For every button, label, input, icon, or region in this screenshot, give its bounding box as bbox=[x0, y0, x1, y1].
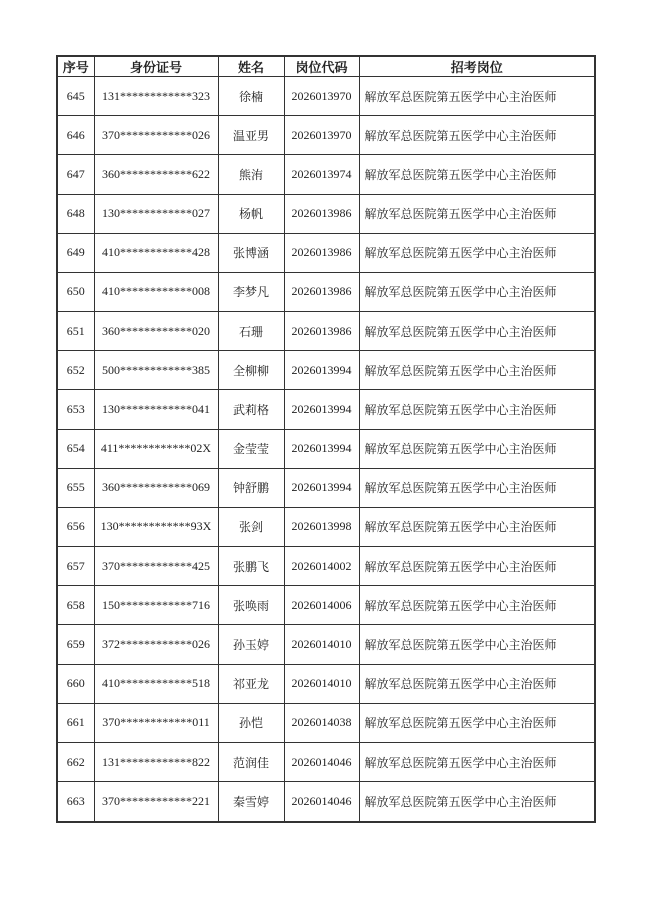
table-row bbox=[57, 390, 595, 429]
cell-index: 660 bbox=[57, 664, 94, 703]
table-row bbox=[57, 155, 595, 194]
header-cell-name: 姓名 bbox=[218, 56, 284, 77]
cell-index: 652 bbox=[57, 351, 94, 390]
cell-job-code: 2026013974 bbox=[284, 155, 359, 194]
cell-job-title: 解放军总医院第五医学中心主治医师 bbox=[359, 782, 595, 822]
cell-index: 649 bbox=[57, 233, 94, 272]
cell-job-title: 解放军总医院第五医学中心主治医师 bbox=[359, 586, 595, 625]
cell-id-number: 130************93X bbox=[94, 507, 218, 546]
cell-job-title: 解放军总医院第五医学中心主治医师 bbox=[359, 703, 595, 742]
table-row bbox=[57, 625, 595, 664]
cell-name: 张剑 bbox=[218, 507, 284, 546]
cell-job-code: 2026014002 bbox=[284, 547, 359, 586]
table-row bbox=[57, 194, 595, 233]
cell-id-number: 130************041 bbox=[94, 390, 218, 429]
cell-name: 全柳柳 bbox=[218, 351, 284, 390]
cell-job-code: 2026013970 bbox=[284, 116, 359, 155]
cell-job-title: 解放军总医院第五医学中心主治医师 bbox=[359, 507, 595, 546]
cell-name: 石珊 bbox=[218, 312, 284, 351]
cell-id-number: 131************822 bbox=[94, 742, 218, 781]
cell-index: 645 bbox=[57, 77, 94, 116]
cell-job-code: 2026014046 bbox=[284, 782, 359, 822]
table-row bbox=[57, 507, 595, 546]
cell-name: 熊洧 bbox=[218, 155, 284, 194]
table-header-row bbox=[57, 56, 595, 77]
cell-id-number: 500************385 bbox=[94, 351, 218, 390]
cell-index: 655 bbox=[57, 468, 94, 507]
cell-index: 648 bbox=[57, 194, 94, 233]
table-row bbox=[57, 351, 595, 390]
cell-index: 656 bbox=[57, 507, 94, 546]
cell-name: 金莹莹 bbox=[218, 429, 284, 468]
table-body bbox=[57, 77, 595, 823]
cell-name: 钟舒鹏 bbox=[218, 468, 284, 507]
cell-index: 653 bbox=[57, 390, 94, 429]
table-row bbox=[57, 782, 595, 822]
cell-name: 杨帆 bbox=[218, 194, 284, 233]
cell-name: 李梦凡 bbox=[218, 272, 284, 311]
cell-index: 659 bbox=[57, 625, 94, 664]
cell-name: 孙玉婷 bbox=[218, 625, 284, 664]
cell-job-code: 2026013986 bbox=[284, 233, 359, 272]
cell-id-number: 372************026 bbox=[94, 625, 218, 664]
header-cell-id-number: 身份证号 bbox=[94, 56, 218, 77]
header-cell-index: 序号 bbox=[57, 56, 94, 77]
cell-name: 张博涵 bbox=[218, 233, 284, 272]
cell-id-number: 370************221 bbox=[94, 782, 218, 822]
header-cell-job-code: 岗位代码 bbox=[284, 56, 359, 77]
cell-id-number: 410************518 bbox=[94, 664, 218, 703]
cell-job-title: 解放军总医院第五医学中心主治医师 bbox=[359, 429, 595, 468]
cell-job-title: 解放军总医院第五医学中心主治医师 bbox=[359, 312, 595, 351]
cell-job-title: 解放军总医院第五医学中心主治医师 bbox=[359, 233, 595, 272]
cell-job-code: 2026013970 bbox=[284, 77, 359, 116]
cell-index: 657 bbox=[57, 547, 94, 586]
cell-job-title: 解放军总医院第五医学中心主治医师 bbox=[359, 742, 595, 781]
cell-job-code: 2026013994 bbox=[284, 390, 359, 429]
cell-id-number: 130************027 bbox=[94, 194, 218, 233]
table-row bbox=[57, 312, 595, 351]
cell-index: 661 bbox=[57, 703, 94, 742]
cell-id-number: 150************716 bbox=[94, 586, 218, 625]
cell-id-number: 411************02X bbox=[94, 429, 218, 468]
cell-job-code: 2026013994 bbox=[284, 468, 359, 507]
cell-id-number: 131************323 bbox=[94, 77, 218, 116]
table-row bbox=[57, 664, 595, 703]
cell-id-number: 410************428 bbox=[94, 233, 218, 272]
cell-job-title: 解放军总医院第五医学中心主治医师 bbox=[359, 390, 595, 429]
cell-job-title: 解放军总医院第五医学中心主治医师 bbox=[359, 547, 595, 586]
cell-job-code: 2026014010 bbox=[284, 664, 359, 703]
cell-job-code: 2026014010 bbox=[284, 625, 359, 664]
cell-job-title: 解放军总医院第五医学中心主治医师 bbox=[359, 77, 595, 116]
cell-job-code: 2026013998 bbox=[284, 507, 359, 546]
table-row bbox=[57, 77, 595, 116]
cell-name: 温亚男 bbox=[218, 116, 284, 155]
cell-job-title: 解放军总医院第五医学中心主治医师 bbox=[359, 116, 595, 155]
cell-name: 秦雪婷 bbox=[218, 782, 284, 822]
cell-name: 孙恺 bbox=[218, 703, 284, 742]
cell-id-number: 360************622 bbox=[94, 155, 218, 194]
cell-id-number: 370************425 bbox=[94, 547, 218, 586]
cell-index: 662 bbox=[57, 742, 94, 781]
table-row bbox=[57, 429, 595, 468]
cell-job-code: 2026013994 bbox=[284, 429, 359, 468]
cell-job-code: 2026014006 bbox=[284, 586, 359, 625]
cell-index: 650 bbox=[57, 272, 94, 311]
cell-job-title: 解放军总医院第五医学中心主治医师 bbox=[359, 351, 595, 390]
cell-index: 647 bbox=[57, 155, 94, 194]
cell-job-code: 2026013986 bbox=[284, 272, 359, 311]
table-row bbox=[57, 703, 595, 742]
cell-id-number: 370************011 bbox=[94, 703, 218, 742]
cell-id-number: 360************020 bbox=[94, 312, 218, 351]
cell-index: 658 bbox=[57, 586, 94, 625]
cell-job-code: 2026014046 bbox=[284, 742, 359, 781]
table-row bbox=[57, 233, 595, 272]
cell-job-code: 2026013986 bbox=[284, 194, 359, 233]
cell-id-number: 370************026 bbox=[94, 116, 218, 155]
cell-job-code: 2026013986 bbox=[284, 312, 359, 351]
cell-name: 张鹏飞 bbox=[218, 547, 284, 586]
recruitment-table bbox=[56, 55, 596, 823]
table-row bbox=[57, 272, 595, 311]
cell-job-title: 解放军总医院第五医学中心主治医师 bbox=[359, 664, 595, 703]
cell-name: 范润佳 bbox=[218, 742, 284, 781]
cell-index: 663 bbox=[57, 782, 94, 822]
cell-job-title: 解放军总医院第五医学中心主治医师 bbox=[359, 468, 595, 507]
cell-index: 651 bbox=[57, 312, 94, 351]
cell-job-code: 2026014038 bbox=[284, 703, 359, 742]
header-cell-job-title: 招考岗位 bbox=[359, 56, 595, 77]
table-row bbox=[57, 468, 595, 507]
cell-id-number: 360************069 bbox=[94, 468, 218, 507]
cell-job-code: 2026013994 bbox=[284, 351, 359, 390]
cell-id-number: 410************008 bbox=[94, 272, 218, 311]
cell-index: 646 bbox=[57, 116, 94, 155]
cell-name: 祁亚龙 bbox=[218, 664, 284, 703]
table-row bbox=[57, 547, 595, 586]
table-row bbox=[57, 116, 595, 155]
cell-name: 张唤雨 bbox=[218, 586, 284, 625]
table-row bbox=[57, 742, 595, 781]
cell-index: 654 bbox=[57, 429, 94, 468]
cell-name: 武莉格 bbox=[218, 390, 284, 429]
cell-job-title: 解放军总医院第五医学中心主治医师 bbox=[359, 155, 595, 194]
table-row bbox=[57, 586, 595, 625]
cell-name: 徐楠 bbox=[218, 77, 284, 116]
cell-job-title: 解放军总医院第五医学中心主治医师 bbox=[359, 625, 595, 664]
cell-job-title: 解放军总医院第五医学中心主治医师 bbox=[359, 272, 595, 311]
cell-job-title: 解放军总医院第五医学中心主治医师 bbox=[359, 194, 595, 233]
